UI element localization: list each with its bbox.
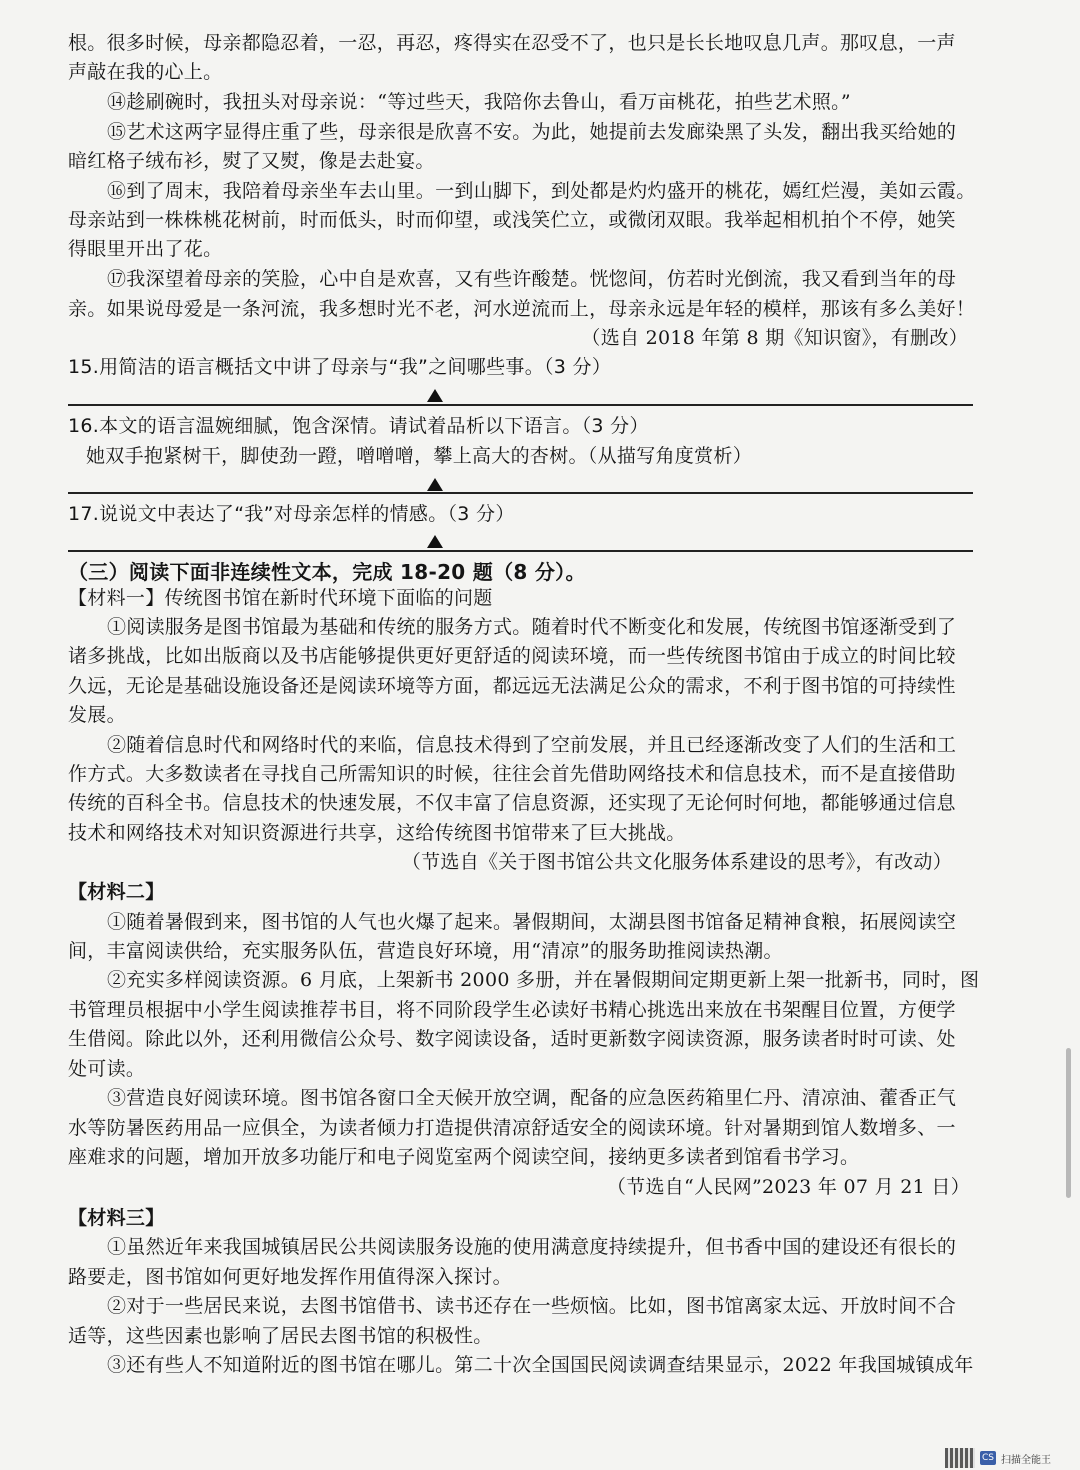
material-3-title: 【材料三】	[68, 1207, 165, 1229]
passage-line: 暗红格子绒布衫，熨了又熨，像是去赴宴。	[68, 150, 435, 172]
material-1-title: 【材料一】传统图书馆在新时代环境下面临的问题	[68, 587, 493, 609]
material-1-paragraph-1: ①阅读服务是图书馆最为基础和传统的服务方式。随着时代不断变化和发展，传统图书馆逐渐受到了	[107, 616, 957, 638]
passage-line: 根。很多时候，母亲都隐忍着，一忍，再忍，疼得实在忍受不了，也只是长长地叹息几声。那叹息，一声	[68, 32, 956, 54]
question-17: 17.说说文中表达了“我”对母亲怎样的情感。（3 分）	[68, 503, 515, 525]
paragraph-17: ⑰我深望着母亲的笑脸，心中自是欢喜，又有些许酸楚。恍惚间，仿若时光倒流，我又看到当年的母	[107, 268, 957, 290]
material-2-title: 【材料二】	[68, 881, 165, 903]
passage-line: 处可读。	[68, 1058, 146, 1080]
qr-code-icon	[945, 1448, 975, 1468]
passage-line: 座难求的问题，增加开放多功能厅和电子阅览室两个阅读空间，接纳更多读者到馆看书学习。	[68, 1146, 860, 1168]
answer-line	[68, 404, 973, 406]
paragraph-16: ⑯到了周末，我陪着母亲坐车去山里。一到山脚下，到处都是灼灼盛开的桃花，嫣红烂漫，美如云霞。	[107, 180, 976, 202]
answer-marker-icon	[427, 535, 443, 548]
answer-line	[68, 492, 973, 494]
passage-line: 适等，这些因素也影响了居民去图书馆的积极性。	[68, 1325, 493, 1347]
material-2-paragraph-1: ①随着暑假到来，图书馆的人气也火爆了起来。暑假期间，太湖县图书馆备足精神食粮，拓展阅读空	[107, 911, 957, 933]
passage-line: 得眼里开出了花。	[68, 238, 223, 260]
question-16: 16.本文的语言温婉细腻，饱含深情。请试着品析以下语言。（3 分）	[68, 415, 649, 437]
source-citation: （选自 2018 年第 8 期《知识窗》，有删改）	[581, 327, 968, 349]
scanner-watermark	[945, 1448, 1065, 1468]
watermark-text: 扫描全能王	[1001, 1454, 1051, 1466]
passage-line: 母亲站到一株株桃花树前，时而低头，时而仰望，或浅笑伫立，或微闭双眼。我举起相机拍个不停，她笑	[68, 209, 956, 231]
answer-marker-icon	[427, 478, 443, 491]
question-15: 15.用简洁的语言概括文中讲了母亲与“我”之间哪些事。（3 分）	[68, 356, 612, 378]
passage-line: 间，丰富阅读供给，充实服务队伍，营造良好环境，用“清凉”的服务助推阅读热潮。	[68, 940, 783, 962]
passage-line: 声敲在我的心上。	[68, 61, 223, 83]
material-2-paragraph-2: ②充实多样阅读资源。6 月底，上架新书 2000 多册，并在暑假期间定期更新上架一批新书，同时，图	[107, 969, 980, 991]
section-heading: （三）阅读下面非连续性文本，完成 18-20 题（8 分）。	[68, 560, 586, 584]
material-3-paragraph-2: ②对于一些居民来说，去图书馆借书、读书还存在一些烦恼。比如，图书馆离家太远、开放时间不合	[107, 1295, 957, 1317]
answer-line	[68, 550, 973, 552]
passage-line: 传统的百科全书。信息技术的快速发展，不仅丰富了信息资源，还实现了无论何时何地，都能够通过信息	[68, 792, 956, 814]
source-citation: （节选自《关于图书馆公共文化服务体系建设的思考》，有改动）	[401, 851, 952, 873]
material-3-paragraph-1: ①虽然近年来我国城镇居民公共阅读服务设施的使用满意度持续提升，但书香中国的建设还有很长的	[107, 1236, 957, 1258]
passage-line: 生借阅。除此以外，还利用微信公众号、数字阅读设备，适时更新数字阅读资源，服务读者时时可读、处	[68, 1028, 956, 1050]
material-1-paragraph-2: ②随着信息时代和网络时代的来临，信息技术得到了空前发展，并且已经逐渐改变了人们的生活和工	[107, 734, 957, 756]
material-3-paragraph-3: ③还有些人不知道附近的图书馆在哪儿。第二十次全国国民阅读调查结果显示，2022 年我国城镇成年	[107, 1354, 974, 1376]
passage-line: 路要走，图书馆如何更好地发挥作用值得深入探讨。	[68, 1266, 512, 1288]
passage-line: 作方式。大多数读者在寻找自己所需知识的时候，往往会首先借助网络技术和信息技术，而不是直接借助	[68, 763, 956, 785]
passage-line: 久远，无论是基础设施设备还是阅读环境等方面，都远远无法满足公众的需求，不利于图书馆的可持续性	[68, 675, 956, 697]
passage-line: 水等防暑医药用品一应俱全，为读者倾力打造提供清凉舒适安全的阅读环境。针对暑期到馆人数增多、一	[68, 1117, 956, 1139]
passage-line: 技术和网络技术对知识资源进行共享，这给传统图书馆带来了巨大挑战。	[68, 822, 686, 844]
question-16-quote: 她双手抱紧树干，脚使劲一蹬，噌噌噌，攀上高大的杏树。（从描写角度赏析）	[86, 445, 753, 467]
answer-marker-icon	[427, 389, 443, 402]
paragraph-14: ⑭趁刷碗时，我扭头对母亲说：“等过些天，我陪你去鲁山，看万亩桃花，拍些艺术照。”	[107, 91, 851, 113]
passage-line: 诸多挑战，比如出版商以及书店能够提供更好更舒适的阅读环境，而一些传统图书馆由于成立的时间比较	[68, 645, 956, 667]
camscanner-logo-icon: CS	[982, 1453, 994, 1463]
scrollbar[interactable]	[1066, 1048, 1071, 1198]
passage-line: 发展。	[68, 704, 126, 726]
paragraph-15: ⑮艺术这两字显得庄重了些，母亲很是欣喜不安。为此，她提前去发廊染黑了头发，翻出我买给她的	[107, 121, 957, 143]
source-citation: （节选自“人民网”2023 年 07 月 21 日）	[606, 1176, 970, 1198]
material-2-paragraph-3: ③营造良好阅读环境。图书馆各窗口全天候开放空调，配备的应急医药箱里仁丹、清凉油、藿香正气	[107, 1087, 957, 1109]
passage-line: 书管理员根据中小学生阅读推荐书目，将不同阶段学生必读好书精心挑选出来放在书架醒目位置，方便学	[68, 999, 956, 1021]
passage-line: 亲。如果说母爱是一条河流，我多想时光不老，河水逆流而上，母亲永远是年轻的模样，那该有多么美好！	[68, 298, 976, 320]
